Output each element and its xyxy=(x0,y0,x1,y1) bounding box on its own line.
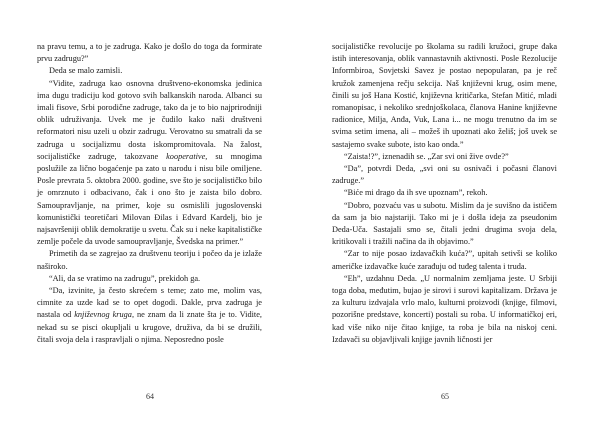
text-run: “Zar to nije posao izdavačkih kuća?”, upitah setivši se koliko američke izdavačke kuće zarađuju od tuđeg talenta i truda. xyxy=(332,249,557,271)
text-run: “Eh”, uzdahnu Deda. „U normalnim zemljama jeste. U Srbiji toga doba, međutim, bujao je sirovi i surovi kapitalizam. Država je za kulturu izdvajala vrlo malo, kulturni proizvodi (knjige, filmovi, pozorišne predstave, koncerti) postali su roba. U informatičkoj eri, kad više niko nije čitao knjige, ta roba je bila na niskoj ceni. Izdavači su objavljivali knjige javnih ličnosti jer xyxy=(332,273,557,344)
text-run: “Vidite, zadruga kao osnovna društveno-ekonomska jedinica ima dugu tradiciju kod gotovo svih balkanskih naroda. Albanci su imali fisove, Srbi porodične zadruge, tako da je to bio najprirodniji oblik udruživanja. Uvek me je čudilo kako naši društveni reformatori nisu uzeli u obzir zadrugu. Verovatno su smatrali da se zadruga u socijalizmu dosta iskompromitovala. Na žalost, socijalističke zadruge, takozvane xyxy=(37,78,262,161)
text-run: “Da”, potvrdi Deda, „svi oni su osnivači i počasni članovi zadruge.” xyxy=(332,164,557,186)
paragraph xyxy=(37,65,262,77)
paragraph xyxy=(332,200,557,249)
paragraph xyxy=(332,273,557,346)
paragraph xyxy=(37,78,262,249)
right-page-text xyxy=(332,41,557,346)
text-run: Primetih da se zagrejao za društvenu teoriju i počeo da je izlaže naširoko. xyxy=(37,249,262,271)
text-run: , su mnogima poslužile za lično bogaćenje pa zato u narodu i nisu bile omiljene. Posle prevrata 5. oktobra 2000. godine, sve što je socijalističko bilo je omrznuto i odbacivano, čak i ono što je zaista bilo dobro. Samoupravljanje, na primer, koje su osmislili jugoslovenski komunistički teoretičari Milovan Đilas i Edvard Kardelj, bio je najsavršeniji oblik demokratije u svetu. Čak su i neke kapitalističke zemlje počele da uvode samoupravljanje, Švedska na primer.” xyxy=(37,151,262,247)
text-run: “Biće mi drago da ih sve upoznam”, rekoh. xyxy=(344,188,488,198)
paragraph xyxy=(332,248,557,272)
text-run: , ne znam da li znate šta je to. Vidite, nekad su se pisci okupljali u krugove, druživa, da bi se družili, čitali svoja dela i raspravljali o njima. Neposredno posle xyxy=(37,310,262,344)
left-page-number: 64 xyxy=(146,392,154,401)
text-run: “Zaista!?”, iznenadih se. „Zar svi oni žive ovde?” xyxy=(344,151,509,161)
right-page-number: 65 xyxy=(441,392,449,401)
text-run: na pravu temu, a to je zadruga. Kako je došlo do toga da formirate prvu zadrugu?” xyxy=(37,42,262,64)
italic-text: kooperative xyxy=(166,151,206,161)
text-run: “Ali, da se vratimo na zadrugu”, prekidoh ga. xyxy=(49,273,201,283)
paragraph xyxy=(37,273,262,285)
paragraph xyxy=(37,285,262,346)
paragraph xyxy=(37,41,262,65)
paragraph xyxy=(332,41,557,151)
right-page xyxy=(300,0,600,424)
text-run: “Dobro, pozvaću vas u subotu. Mislim da je suvišno da ističem da sam ja bio najstariji. Tako mi je i došla ideja za pseudonim Deda-Uča. Sastajali smo se, čitali jedni drugima svoja dela, kritikovali i tražili načina da ih objavimo.” xyxy=(332,200,557,247)
text-run: Deda se malo zamisli. xyxy=(49,66,123,76)
text-run: “Da, izvinite, ja često skrećem s teme; zato me, molim vas, cimnite za uzde kad se to opet dogodi. Dakle, prva zadruga je nastala od xyxy=(37,286,262,320)
paragraph xyxy=(332,187,557,199)
paragraph xyxy=(37,248,262,272)
text-run: socijalističke revolucije po školama su radili kružoci, grupe đaka istih interesovanja, oblik vannastavnih aktivnosti. Posle Rezolucije Informbiroa, Sovjetski Savez je postao nepopularan, pa je reč kružok zamenjena rečju sekcija. Naš književni krug, osim mene, činili su još Hana Kostić, književna kritičarka, Stefan Mitić, mladi romanopisac, i nekoliko srednjoškolaca, članova Hanine književne radionice, Milja, Anđa, Vuk, Lana i... ne mogu trenutno da im se svima setim imena, ali – možeš ih upoznati ako želiš; još uvek se sastajemo svake subote, isto kao onda.” xyxy=(332,42,557,149)
paragraph xyxy=(332,151,557,163)
left-page-text xyxy=(37,41,262,346)
italic-text: književnog kruga xyxy=(74,310,132,320)
paragraph xyxy=(332,163,557,187)
